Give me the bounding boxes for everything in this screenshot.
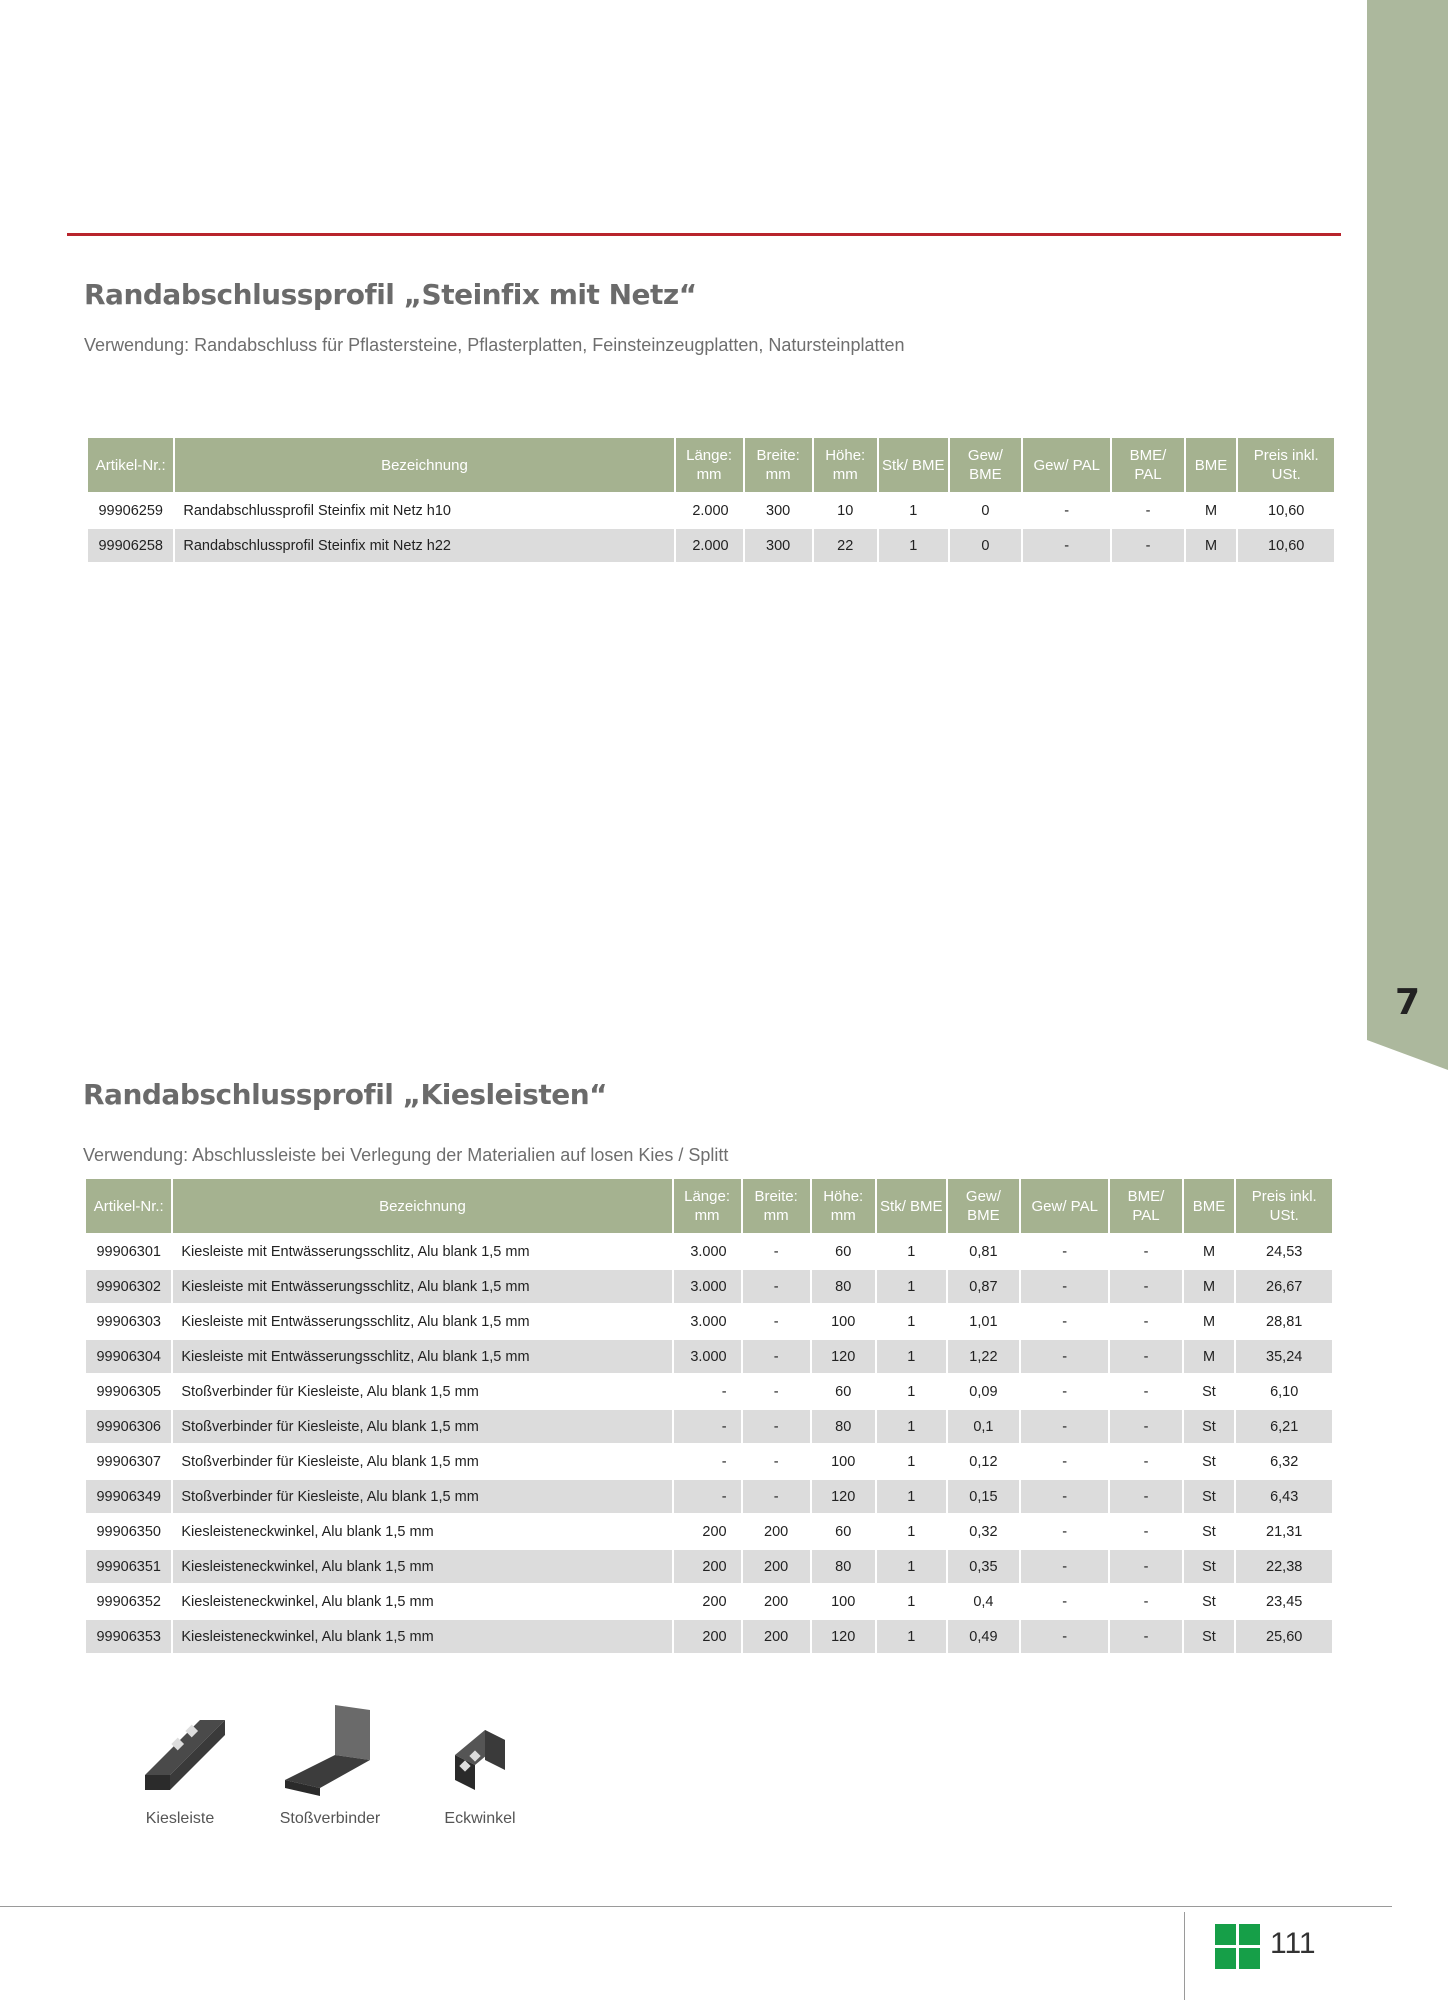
cell-hoehe: 100: [831, 1453, 856, 1470]
cell-preis: 6,43: [1236, 1480, 1332, 1513]
cell-preis: 6,21: [1236, 1410, 1332, 1443]
table-row: [86, 1620, 1332, 1653]
cell-bme: M: [1204, 502, 1218, 519]
cell-gew-pal: -: [1021, 1620, 1108, 1653]
cell-gew-bme: 0,4: [973, 1593, 994, 1610]
table-row: [86, 1445, 1332, 1478]
cell-breite: 200: [743, 1620, 810, 1653]
cell-bme: St: [1202, 1453, 1216, 1470]
cell-artikel-nr: 99906307: [96, 1453, 161, 1470]
table-row: [86, 1515, 1332, 1548]
cell-laenge: 200: [702, 1593, 727, 1610]
page-number: 111: [1270, 1927, 1316, 1960]
cell-bme-pal: -: [1143, 1243, 1149, 1260]
cell-bme: M: [1202, 1313, 1216, 1330]
col-stk-bme: Stk/ BME: [877, 1179, 946, 1233]
cell-artikel-nr: 99906349: [86, 1480, 171, 1513]
eckwinkel-icon: [425, 1700, 535, 1800]
cell-bezeichnung: Stoßverbinder für Kiesleiste, Alu blank 1,5 mm: [181, 1453, 479, 1470]
col-bme-pal: BME/ PAL: [1110, 1179, 1181, 1233]
col-bezeichnung: Bezeichnung: [175, 438, 673, 492]
cell-gew-bme: 0: [981, 502, 990, 519]
cell-breite: 300: [745, 529, 812, 562]
cell-bme: St: [1202, 1523, 1216, 1540]
cell-artikel-nr: 99906353: [86, 1620, 171, 1653]
col-stk-bme: Stk/ BME: [879, 438, 948, 492]
cell-bezeichnung: Kiesleisteneckwinkel, Alu blank 1,5 mm: [173, 1620, 671, 1653]
cell-gew-pal: -: [1062, 1453, 1068, 1470]
col-breite: Breite: mm: [743, 1179, 810, 1233]
cell-laenge: -: [721, 1453, 727, 1470]
cell-gew-pal: -: [1062, 1313, 1068, 1330]
cell-breite: -: [743, 1340, 810, 1373]
cell-bezeichnung: Kiesleiste mit Entwässerungsschlitz, Alu blank 1,5 mm: [181, 1313, 530, 1330]
cell-bme: M: [1186, 529, 1237, 562]
col-artikel-nr: Artikel-Nr.:: [88, 438, 173, 492]
thumbnail-label: Stoßverbinder: [279, 1810, 381, 1827]
cell-bme: M: [1202, 1243, 1216, 1260]
cell-bezeichnung: Stoßverbinder für Kiesleiste, Alu blank 1,5 mm: [181, 1383, 479, 1400]
cell-breite: 200: [764, 1593, 789, 1610]
col-bezeichnung: Bezeichnung: [173, 1179, 671, 1233]
cell-breite: -: [743, 1270, 810, 1303]
cell-gew-pal: -: [1064, 502, 1070, 519]
col-artikel-nr: Artikel-Nr.:: [86, 1179, 171, 1233]
cell-bme-pal: -: [1145, 502, 1151, 519]
cell-hoehe: 22: [814, 529, 877, 562]
cell-laenge: 2.000: [692, 502, 729, 519]
cell-bezeichnung: Randabschlussprofil Steinfix mit Netz h22: [175, 529, 673, 562]
cell-laenge: 200: [702, 1523, 727, 1540]
cell-artikel-nr: 99906302: [86, 1270, 171, 1303]
cell-bme-pal: -: [1143, 1453, 1149, 1470]
footer-rule: [0, 1906, 1392, 1907]
cell-artikel-nr: 99906304: [86, 1340, 171, 1373]
col-preis: Preis inkl. USt.: [1236, 1179, 1332, 1233]
cell-bme-pal: -: [1112, 529, 1183, 562]
col-breite: Breite: mm: [745, 438, 812, 492]
cell-hoehe: 100: [831, 1313, 856, 1330]
cell-artikel-nr: 99906303: [96, 1313, 161, 1330]
col-hoehe: Höhe: mm: [814, 438, 877, 492]
cell-breite: -: [773, 1243, 779, 1260]
cell-bezeichnung: Kiesleiste mit Entwässerungsschlitz, Alu blank 1,5 mm: [173, 1270, 671, 1303]
cell-hoehe: 100: [831, 1593, 856, 1610]
table-row: [86, 1270, 1332, 1303]
thumbnail-stossverbinder: [260, 1700, 400, 1840]
cell-hoehe: 120: [812, 1340, 875, 1373]
cell-bezeichnung: Kiesleiste mit Entwässerungsschlitz, Alu blank 1,5 mm: [173, 1340, 671, 1373]
product-thumbnails: [110, 1700, 550, 1840]
cell-bme-pal: -: [1110, 1410, 1181, 1443]
cell-artikel-nr: 99906301: [96, 1243, 161, 1260]
cell-stk-bme: 1: [877, 1480, 946, 1513]
cell-gew-bme: 0,15: [948, 1480, 1019, 1513]
thumbnail-eckwinkel: [410, 1700, 550, 1840]
cell-stk-bme: 1: [909, 502, 918, 519]
col-bme: BME: [1184, 1179, 1235, 1233]
cell-bme-pal: -: [1143, 1313, 1149, 1330]
cell-hoehe: 60: [835, 1243, 852, 1260]
cell-hoehe: 80: [812, 1270, 875, 1303]
cell-gew-bme: 1,01: [969, 1313, 998, 1330]
col-laenge: Länge: mm: [674, 1179, 741, 1233]
section-title-kiesleisten: Randabschlussprofil „Kiesleisten“: [83, 1078, 608, 1111]
table-row: [86, 1410, 1332, 1443]
cell-gew-pal: -: [1021, 1270, 1108, 1303]
cell-gew-bme: 0,81: [969, 1243, 998, 1260]
cell-stk-bme: 1: [877, 1620, 946, 1653]
cell-breite: -: [773, 1383, 779, 1400]
cell-artikel-nr: 99906350: [96, 1523, 161, 1540]
cell-laenge: 200: [674, 1620, 741, 1653]
table-row: [86, 1305, 1332, 1338]
cell-artikel-nr: 99906305: [96, 1383, 161, 1400]
table-row: [86, 1585, 1332, 1618]
cell-preis: 10,60: [1268, 502, 1305, 519]
table-row: [86, 1480, 1332, 1513]
cell-gew-pal: -: [1062, 1243, 1068, 1260]
cell-hoehe: 10: [837, 502, 854, 519]
col-hoehe: Höhe: mm: [812, 1179, 875, 1233]
cell-gew-bme: 0,1: [948, 1410, 1019, 1443]
table-row: [86, 1550, 1332, 1583]
table-row: [86, 1235, 1332, 1268]
cell-bme: St: [1184, 1480, 1235, 1513]
cell-gew-bme: 0,09: [969, 1383, 998, 1400]
cell-hoehe: 120: [812, 1620, 875, 1653]
col-laenge: Länge: mm: [676, 438, 743, 492]
cell-stk-bme: 1: [907, 1243, 916, 1260]
cell-breite: -: [743, 1410, 810, 1443]
cell-preis: 24,53: [1266, 1243, 1303, 1260]
cell-stk-bme: 1: [877, 1270, 946, 1303]
cell-stk-bme: 1: [907, 1383, 916, 1400]
col-gew-pal: Gew/ PAL: [1021, 1179, 1108, 1233]
cell-bme: St: [1184, 1550, 1235, 1583]
cell-hoehe: 120: [812, 1480, 875, 1513]
cell-artikel-nr: 99906259: [98, 502, 163, 519]
table-row: [88, 494, 1334, 527]
cell-laenge: 3.000: [690, 1313, 727, 1330]
cell-bezeichnung: Kiesleiste mit Entwässerungsschlitz, Alu blank 1,5 mm: [181, 1243, 530, 1260]
cell-gew-pal: -: [1021, 1550, 1108, 1583]
col-gew-pal: Gew/ PAL: [1023, 438, 1110, 492]
thumbnail-kiesleiste: [110, 1700, 250, 1840]
cell-preis: 6,32: [1270, 1453, 1299, 1470]
cell-gew-pal: -: [1062, 1523, 1068, 1540]
cell-breite: 200: [764, 1523, 789, 1540]
cell-hoehe: 80: [812, 1550, 875, 1583]
footer-divider: [1184, 1912, 1185, 2000]
section-usage-kiesleisten: Verwendung: Abschlussleiste bei Verlegung der Materialien auf losen Kies / Splitt: [83, 1145, 729, 1165]
cell-laenge: -: [674, 1410, 741, 1443]
cell-laenge: 3.000: [674, 1270, 741, 1303]
cell-preis: 22,38: [1236, 1550, 1332, 1583]
cell-laenge: -: [721, 1383, 727, 1400]
cell-breite: 300: [766, 502, 791, 519]
cell-gew-pal: -: [1021, 1410, 1108, 1443]
col-bme-pal: BME/ PAL: [1112, 438, 1183, 492]
cell-breite: -: [773, 1453, 779, 1470]
cell-preis: 35,24: [1236, 1340, 1332, 1373]
cell-gew-pal: -: [1021, 1340, 1108, 1373]
cell-preis: 28,81: [1266, 1313, 1303, 1330]
cell-bme-pal: -: [1143, 1383, 1149, 1400]
cell-stk-bme: 1: [907, 1313, 916, 1330]
cell-preis: 21,31: [1266, 1523, 1303, 1540]
cell-artikel-nr: 99906351: [86, 1550, 171, 1583]
cell-laenge: 3.000: [674, 1340, 741, 1373]
cell-bme: St: [1202, 1593, 1216, 1610]
cell-laenge: 3.000: [690, 1243, 727, 1260]
section-title-steinfix: Randabschlussprofil „Steinfix mit Netz“: [84, 278, 697, 311]
table-header-row: [86, 1179, 1332, 1233]
thumbnail-label: Eckwinkel: [444, 1810, 516, 1827]
cell-artikel-nr: 99906258: [88, 529, 173, 562]
cell-bme-pal: -: [1110, 1340, 1181, 1373]
col-bme: BME: [1186, 438, 1237, 492]
cell-stk-bme: 1: [877, 1410, 946, 1443]
cell-bezeichnung: Randabschlussprofil Steinfix mit Netz h10: [183, 502, 451, 519]
table-row: [88, 529, 1334, 562]
cell-bezeichnung: Kiesleisteneckwinkel, Alu blank 1,5 mm: [181, 1523, 434, 1540]
product-table-kiesleisten: [84, 1177, 1334, 1655]
section-divider: [67, 233, 1341, 236]
cell-bme: St: [1184, 1410, 1235, 1443]
cell-laenge: -: [674, 1480, 741, 1513]
table-row: [86, 1375, 1332, 1408]
section-usage-steinfix: Verwendung: Randabschluss für Pflastersteine, Pflasterplatten, Feinsteinzeugplatten, Natursteinplatten: [84, 335, 905, 355]
cell-gew-bme: 0,35: [948, 1550, 1019, 1583]
cell-artikel-nr: 99906306: [86, 1410, 171, 1443]
cell-laenge: 200: [674, 1550, 741, 1583]
cell-gew-pal: -: [1023, 529, 1110, 562]
col-preis: Preis inkl. USt.: [1238, 438, 1334, 492]
cell-stk-bme: 1: [877, 1550, 946, 1583]
cell-stk-bme: 1: [907, 1453, 916, 1470]
cell-bme-pal: -: [1143, 1593, 1149, 1610]
cell-hoehe: 80: [812, 1410, 875, 1443]
brand-logo-icon: [1215, 1924, 1260, 1969]
chapter-number: 7: [1394, 982, 1421, 1023]
cell-bezeichnung: Stoßverbinder für Kiesleiste, Alu blank 1,5 mm: [173, 1480, 671, 1513]
cell-bme: St: [1202, 1383, 1216, 1400]
cell-gew-bme: 1,22: [948, 1340, 1019, 1373]
cell-gew-bme: 0,12: [969, 1453, 998, 1470]
cell-gew-pal: -: [1021, 1480, 1108, 1513]
cell-bezeichnung: Stoßverbinder für Kiesleiste, Alu blank 1,5 mm: [173, 1410, 671, 1443]
stossverbinder-icon: [275, 1700, 385, 1810]
cell-bezeichnung: Kiesleisteneckwinkel, Alu blank 1,5 mm: [173, 1550, 671, 1583]
table-row: [86, 1340, 1332, 1373]
cell-bme-pal: -: [1110, 1270, 1181, 1303]
cell-bme-pal: -: [1143, 1523, 1149, 1540]
cell-preis: 25,60: [1236, 1620, 1332, 1653]
product-table-steinfix: [86, 436, 1336, 564]
cell-stk-bme: 1: [879, 529, 948, 562]
cell-laenge: 2.000: [676, 529, 743, 562]
cell-stk-bme: 1: [877, 1340, 946, 1373]
table-header-row: [88, 438, 1334, 492]
cell-bme: M: [1184, 1340, 1235, 1373]
cell-gew-pal: -: [1062, 1593, 1068, 1610]
cell-gew-pal: -: [1062, 1383, 1068, 1400]
cell-bme-pal: -: [1110, 1480, 1181, 1513]
cell-gew-bme: 0,49: [948, 1620, 1019, 1653]
cell-preis: 10,60: [1238, 529, 1334, 562]
cell-gew-bme: 0: [950, 529, 1021, 562]
cell-artikel-nr: 99906352: [96, 1593, 161, 1610]
cell-bezeichnung: Kiesleisteneckwinkel, Alu blank 1,5 mm: [181, 1593, 434, 1610]
col-gew-bme: Gew/ BME: [948, 1179, 1019, 1233]
chapter-tab: [1367, 0, 1448, 1070]
cell-stk-bme: 1: [907, 1523, 916, 1540]
cell-hoehe: 60: [835, 1383, 852, 1400]
col-gew-bme: Gew/ BME: [950, 438, 1021, 492]
cell-breite: -: [773, 1313, 779, 1330]
cell-breite: 200: [743, 1550, 810, 1583]
cell-gew-bme: 0,87: [948, 1270, 1019, 1303]
cell-preis: 6,10: [1270, 1383, 1299, 1400]
thumbnail-label: Kiesleiste: [145, 1810, 215, 1827]
cell-hoehe: 60: [835, 1523, 852, 1540]
cell-breite: -: [743, 1480, 810, 1513]
cell-bme: St: [1184, 1620, 1235, 1653]
cell-bme-pal: -: [1110, 1620, 1181, 1653]
cell-stk-bme: 1: [907, 1593, 916, 1610]
cell-preis: 23,45: [1266, 1593, 1303, 1610]
kiesleiste-icon: [125, 1700, 235, 1800]
cell-preis: 26,67: [1236, 1270, 1332, 1303]
cell-gew-bme: 0,32: [969, 1523, 998, 1540]
cell-bme: M: [1184, 1270, 1235, 1303]
cell-bme-pal: -: [1110, 1550, 1181, 1583]
